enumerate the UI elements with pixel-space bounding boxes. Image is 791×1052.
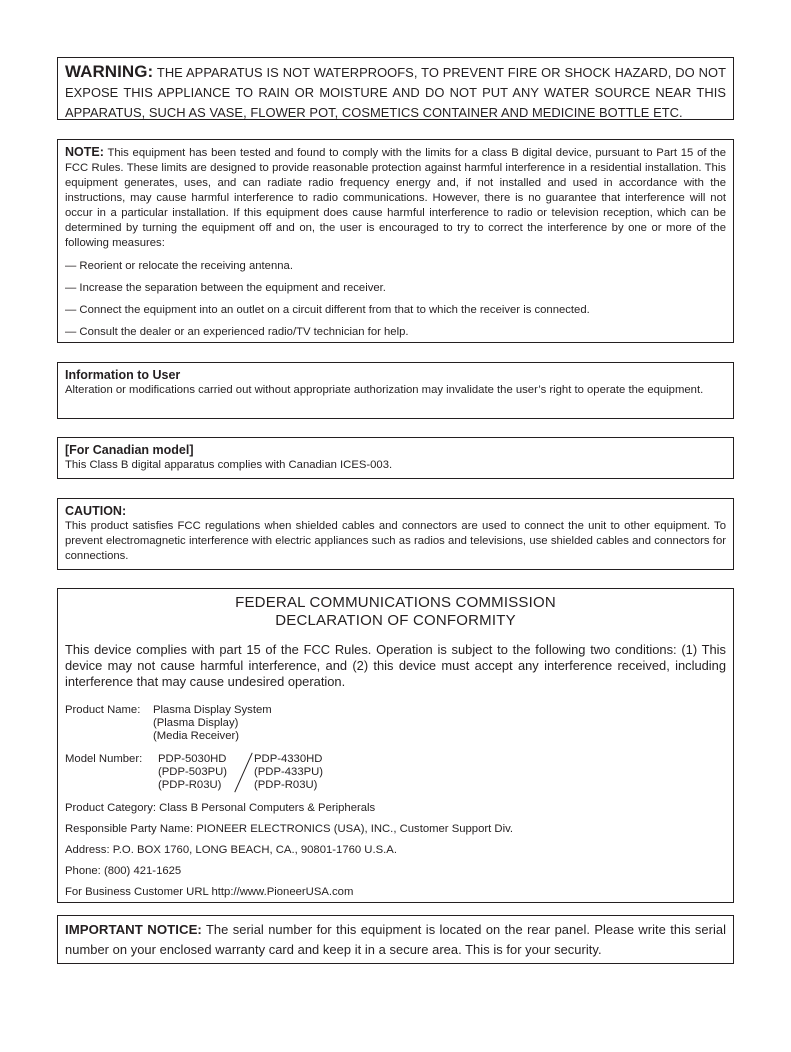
note-measure: — Consult the dealer or an experienced radio/TV technician for help. [65, 326, 409, 338]
responsible-party: Responsible Party Name: PIONEER ELECTRONICS (USA), INC., Customer Support Div. [65, 823, 514, 835]
canada-text: This Class B digital apparatus complies with Canadian ICES-003. [65, 459, 393, 471]
model-number-right: PDP-4330HD [254, 753, 323, 765]
fcc-note-box [57, 139, 734, 343]
important-paragraph [65, 920, 726, 960]
fcc-title-line-2: DECLARATION OF CONFORMITY [275, 612, 516, 629]
product-name-value: (Media Receiver) [153, 730, 240, 742]
info-heading: Information to User [65, 368, 181, 382]
warning-label: WARNING: [65, 62, 154, 81]
note-text: This equipment has been tested and found to comply with the limits for a class B digital device, pursuant to Part 15 of the FCC Rules. These limits are designed to provide reasonable protection against harmful interference in a residential installation. This equipment generates, uses, and can radiate radio frequency energy and, if not installed and used in accordance with the instructions, may cause harmful interference to radio communications. However, there is no guarantee that interference will not occur in a particular installation. If this equipment does cause harmful interference to radio or television reception, which can be determined by turning the equipment off and on, the user is encouraged to try to correct the interference by one or more of the following measures: [65, 147, 726, 249]
model-number-right: (PDP-R03U) [254, 779, 318, 791]
address: Address: P.O. BOX 1760, LONG BEACH, CA., 90801-1760 U.S.A. [65, 844, 397, 856]
warning-box [57, 57, 734, 120]
note-measure: — Connect the equipment into an outlet on a circuit different from that to which the receiver is connected. [65, 304, 590, 316]
business-url: For Business Customer URL http://www.PioneerUSA.com [65, 886, 354, 898]
canadian-model-box [57, 437, 734, 479]
phone: Phone: (800) 421-1625 [65, 865, 182, 877]
model-separator-slash [234, 753, 252, 793]
fcc-title-line-1: FEDERAL COMMUNICATIONS COMMISSION [235, 594, 556, 611]
caution-heading: CAUTION: [65, 504, 127, 518]
model-number-left: (PDP-503PU) [158, 766, 228, 778]
caution-box [57, 498, 734, 570]
declaration-of-conformity-box [57, 588, 734, 903]
product-name-value: (Plasma Display) [153, 717, 239, 729]
product-name-block [65, 704, 726, 744]
warning-text: THE APPARATUS IS NOT WATERPROOFS, TO PREVENT FIRE OR SHOCK HAZARD, DO NOT EXPOSE THIS APPLIANCE TO RAIN OR MOISTURE AND DO NOT PUT ANY WATER SOURCE NEAR THIS APPARATUS, SUCH AS VASE, FLOWER POT, COSMETICS CONTAINER AND MEDICINE BOTTLE ETC. [65, 65, 726, 120]
note-measure: — Increase the separation between the equipment and receiver. [65, 282, 386, 294]
important-label: IMPORTANT NOTICE: [65, 922, 202, 937]
model-number-left: PDP-5030HD [158, 753, 227, 765]
note-measure: — Reorient or relocate the receiving antenna. [65, 260, 293, 272]
canada-heading: [For Canadian model] [65, 443, 194, 457]
note-paragraph [65, 145, 726, 251]
fcc-intro: This device complies with part 15 of the FCC Rules. Operation is subject to the following two conditions: (1) This device may not cause harmful interference, and (2) this device must accept any interference received, including interference that may cause undesired operation. [65, 642, 726, 689]
product-name-value: Plasma Display System [153, 704, 272, 716]
model-number-block [65, 753, 726, 793]
warning-paragraph [65, 62, 726, 123]
important-text: The serial number for this equipment is located on the rear panel. Please write this serial number on your enclosed warranty card and keep it in a secure area. This is for your security. [65, 922, 726, 957]
model-number-right: (PDP-433PU) [254, 766, 324, 778]
model-number-left: (PDP-R03U) [158, 779, 222, 791]
product-name-label: Product Name: [65, 704, 141, 716]
model-number-label: Model Number: [65, 753, 143, 765]
note-label: NOTE: [65, 145, 104, 159]
caution-text: This product satisfies FCC regulations when shielded cables and connectors are used to connect the unit to other equipment. To prevent electromagnetic interference with electric appliances such as radios and televisions, use shielded cables and connectors for connections. [65, 520, 726, 562]
product-category: Product Category: Class B Personal Computers & Peripherals [65, 802, 376, 814]
important-notice-box [57, 915, 734, 964]
information-to-user-box [57, 362, 734, 419]
info-text: Alteration or modifications carried out without appropriate authorization may invalidate the user’s right to operate the equipment. [65, 384, 704, 396]
